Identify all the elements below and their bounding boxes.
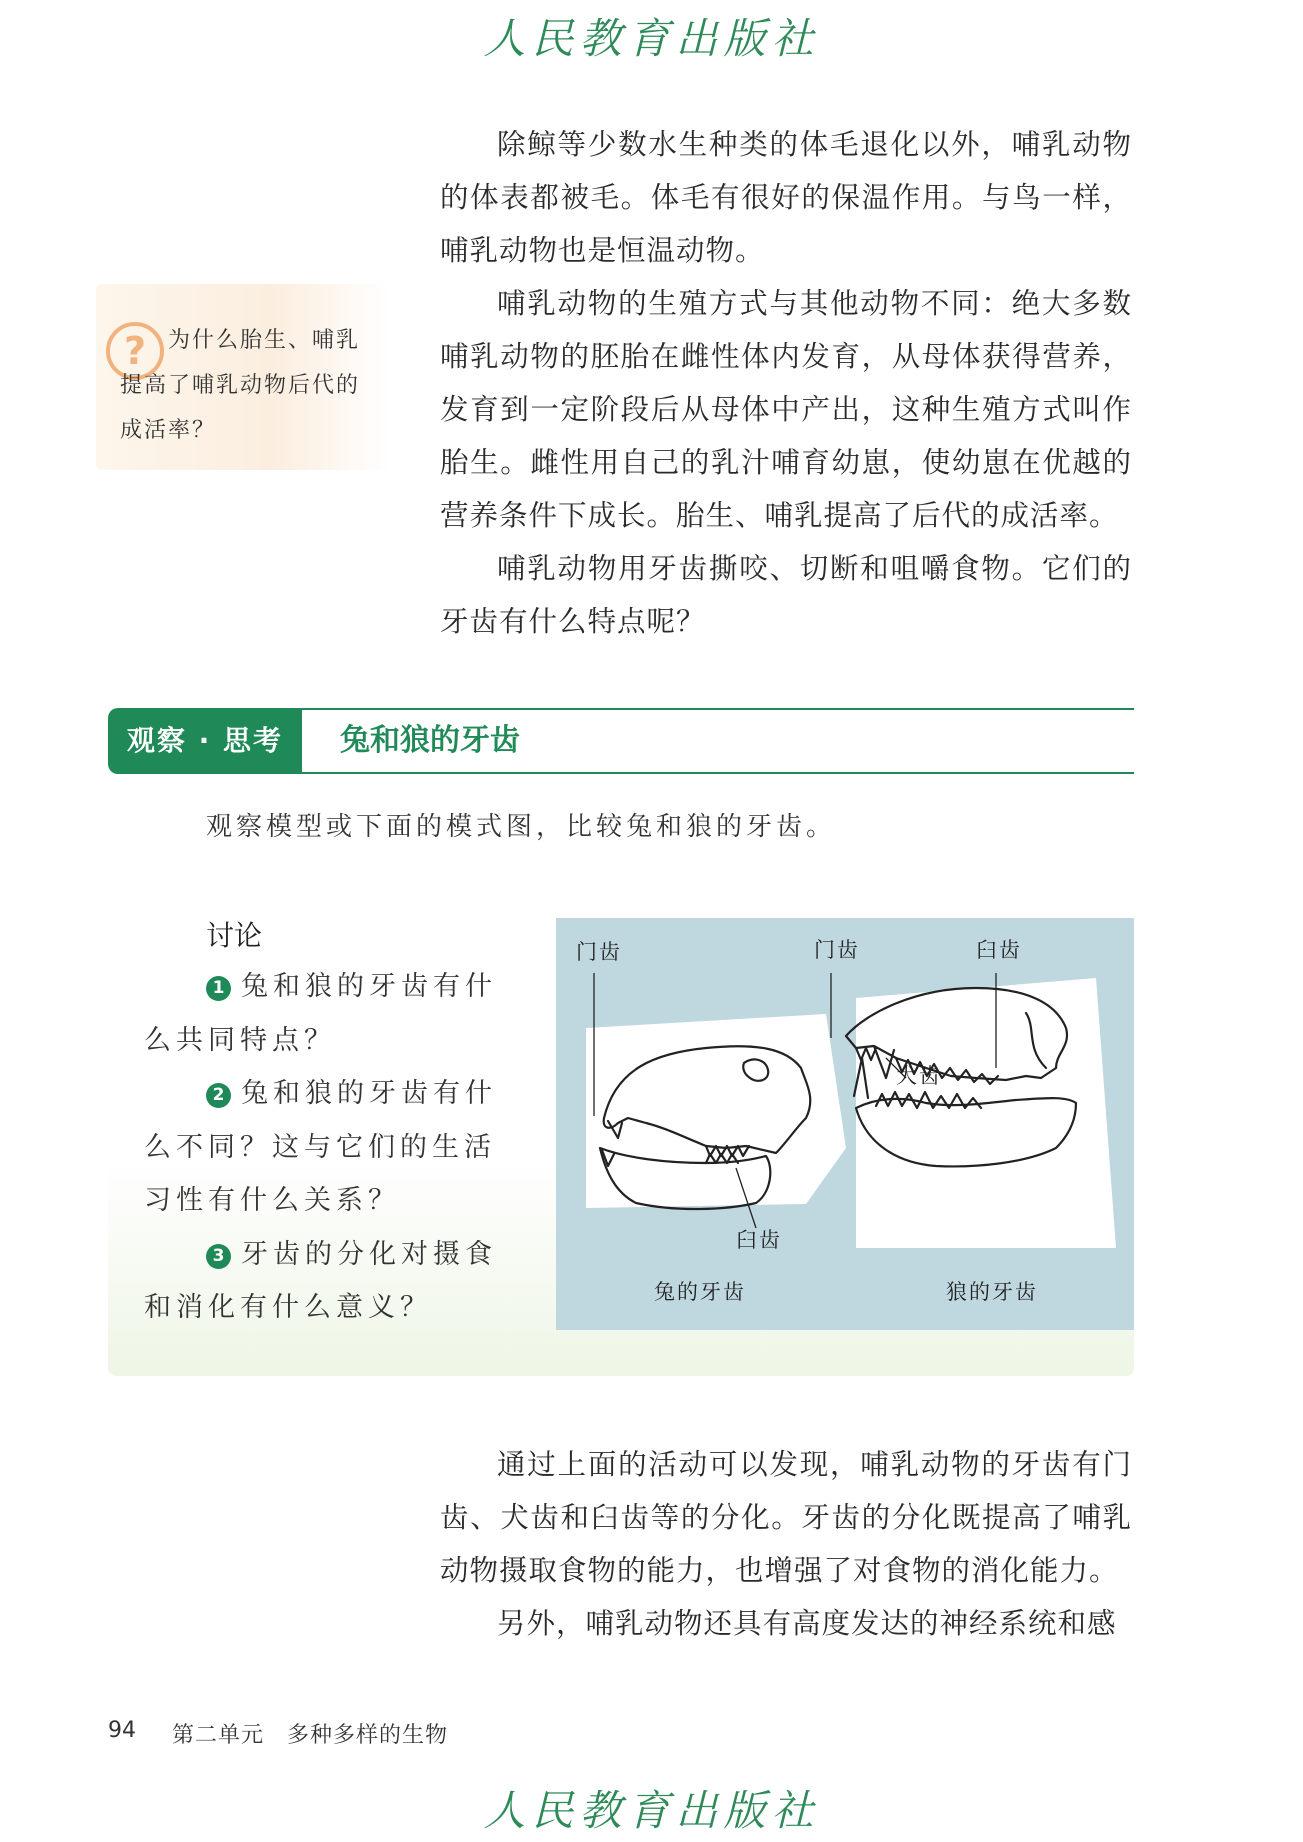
paragraph: 另外，哺乳动物还具有高度发达的神经系统和感 [497, 1607, 1117, 1640]
discussion-item-text: 兔和狼的牙齿有什么共同特点？ [144, 971, 497, 1056]
wolf-molar-label: 臼齿 [976, 938, 1022, 962]
publisher-watermark-bottom: 人民教育出版社 [483, 1786, 820, 1835]
page-number: 94 [108, 1718, 136, 1743]
rabbit-panel-bg [586, 1014, 846, 1208]
discussion-item [144, 1067, 500, 1228]
body-text-bottom [440, 1438, 1132, 1650]
rabbit-molar-label: 臼齿 [736, 1228, 782, 1252]
rabbit-incisor-label: 门齿 [576, 940, 622, 964]
activity-instruction: 观察模型或下面的模式图，比较兔和狼的牙齿。 [206, 812, 837, 842]
side-question-text: 为什么胎生、哺乳提高了哺乳动物后代的成活率？ [120, 328, 361, 443]
wolf-panel-bg [856, 978, 1116, 1248]
side-question-box [96, 284, 392, 470]
question-icon: ? [106, 322, 164, 380]
paragraph: 哺乳动物的生殖方式与其他动物不同：绝大多数哺乳动物的胚胎在雌性体内发育，从母体获得营养，发育到一定阶段后从母体中产出，这种生殖方式叫作胎生。雌性用自己的乳汁哺育幼崽，使幼崽在优越的营养条件下成长。胎生、哺乳提高了后代的成活率。 [440, 287, 1132, 532]
paragraph: 通过上面的活动可以发现，哺乳动物的牙齿有门齿、犬齿和臼齿等的分化。牙齿的分化既提高了哺乳动物摄取食物的能力，也增强了对食物的消化能力。 [440, 1448, 1132, 1587]
teeth-figure [556, 918, 1134, 1330]
paragraph: 哺乳动物用牙齿撕咬、切断和咀嚼食物。它们的牙齿有什么特点呢？ [440, 552, 1132, 638]
discussion-title: 讨论 [206, 919, 263, 952]
number-badge: 2 [206, 1083, 231, 1108]
wolf-caption: 狼的牙齿 [946, 1280, 1038, 1304]
body-text-top [440, 118, 1132, 648]
discussion-item [144, 960, 500, 1067]
activity-tag: 观察 · 思考 [108, 708, 302, 774]
discussion-list [144, 960, 500, 1335]
activity-title: 兔和狼的牙齿 [340, 723, 520, 758]
teeth-illustration [556, 918, 1134, 1330]
rabbit-caption: 兔的牙齿 [654, 1280, 746, 1304]
wolf-canine-label: 犬齿 [896, 1064, 942, 1088]
number-badge: 1 [206, 976, 231, 1001]
discussion-item-text: 兔和狼的牙齿有什么不同？这与它们的生活习性有什么关系？ [144, 1078, 497, 1216]
footer-unit: 第二单元 多种多样的生物 [172, 1723, 449, 1748]
wolf-incisor-label: 门齿 [814, 938, 860, 962]
paragraph: 除鲸等少数水生种类的体毛退化以外，哺乳动物的体表都被毛。体毛有很好的保温作用。与鸟一样，哺乳动物也是恒温动物。 [440, 128, 1132, 267]
activity-header [108, 708, 1134, 774]
discussion-item-text: 牙齿的分化对摄食和消化有什么意义？ [144, 1238, 497, 1323]
publisher-watermark-top: 人民教育出版社 [483, 14, 820, 63]
number-badge: 3 [206, 1244, 231, 1269]
discussion-item [144, 1228, 500, 1335]
